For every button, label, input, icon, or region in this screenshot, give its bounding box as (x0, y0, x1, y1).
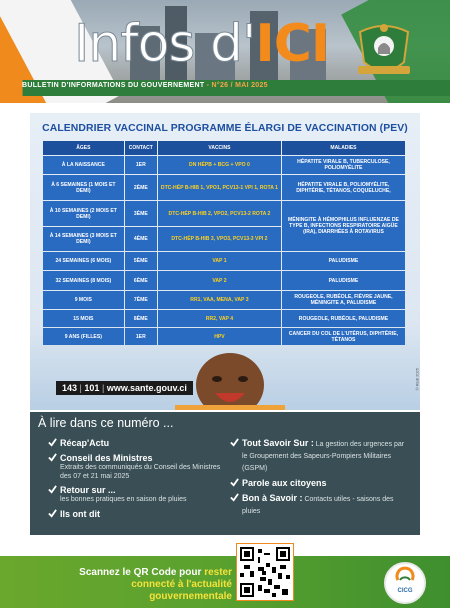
separator: | (79, 383, 82, 393)
phone-number: 101 (84, 383, 100, 393)
item-title (242, 438, 410, 474)
publication-title (74, 14, 329, 74)
list-item (48, 485, 228, 505)
coat-of-arms-icon (352, 22, 416, 80)
cell-maladies: HÉPATITE VIRALE B, POLIOMYÉLITE, DIPHTÉRIE, TÉTANOS, COQUELUCHE, (282, 175, 405, 200)
image-credit: © Rédi 2025 (414, 368, 419, 391)
cell-contact: 3ÈME (125, 201, 157, 226)
table-row (43, 310, 405, 327)
checkmark-icon (48, 438, 57, 447)
header-ages: ÂGES (43, 141, 124, 155)
table-row (43, 291, 405, 309)
cta-highlight: rester connecté à l'actualité gouvernementale (131, 567, 232, 602)
cell-age: À 6 SEMAINES (1 MOIS ET DEMI) (43, 175, 124, 200)
item-title-text: Bon à Savoir : (242, 493, 303, 503)
bulletin-subtitle (22, 82, 268, 89)
cell-maladies: CANCER DU COL DE L'UTÉRUS, DIPHTÉRIE, TÉTANOS (282, 328, 405, 345)
cell-maladies: PALUDISME (282, 252, 405, 270)
cell-age: 9 MOIS (43, 291, 124, 309)
table-row (43, 252, 405, 270)
cell-contact: 1ER (125, 156, 157, 174)
cell-vaccins: VAP 2 (158, 271, 281, 290)
cell-vaccins: RR2, VAP 4 (158, 310, 281, 327)
item-title: Conseil des Ministres (60, 453, 153, 463)
vaccination-table (42, 140, 406, 346)
list-item (48, 438, 228, 449)
cell-vaccins: DTC-HÉP B-HIB 1, VPO1, PCV13-1 VPI 1, ROTA 1 (158, 175, 281, 200)
cell-vaccins: HPV (158, 328, 281, 345)
cell-vaccins: RR1, VAA, MENA, VAP 3 (158, 291, 281, 309)
list-item (48, 509, 228, 520)
cell-contact: 1ER (125, 328, 157, 345)
cell-contact: 2ÈME (125, 175, 157, 200)
item-description: La gestion des urgences par le Groupement des Sapeurs-Pompiers Militaires (GSPM) (242, 441, 405, 472)
cell-contact: 6ÈME (125, 271, 157, 290)
checkmark-icon (48, 509, 57, 518)
item-title: Parole aux citoyens (242, 478, 327, 488)
cell-contact: 5ÈME (125, 252, 157, 270)
contents-column-left (48, 438, 228, 524)
cell-vaccins: DTC-HÉP B-HIB 3, VPO3, PCV13-3 VPI 2 (158, 227, 281, 251)
cell-age: 32 SEMAINES (8 MOIS) (43, 271, 124, 290)
checkmark-icon (230, 478, 239, 487)
qr-code-icon (240, 547, 290, 597)
cell-age: 9 ANS (FILLES) (43, 328, 124, 345)
contents-column-right (230, 438, 410, 521)
cell-maladies: ROUGEOLE, RUBÉOLE, FIÈVRE JAUNE, MÉNINGITE A, PALUDISME (282, 291, 405, 309)
separator: | (101, 383, 105, 393)
checkmark-icon (230, 493, 239, 502)
qr-call-to-action (72, 567, 232, 603)
item-title (242, 493, 410, 517)
item-description: les bonnes pratiques en saison de pluies (60, 496, 187, 503)
table-row (43, 201, 405, 226)
list-item (230, 493, 410, 517)
checkmark-icon (230, 438, 239, 447)
vaccine-calendar-poster (30, 113, 420, 410)
contents-heading: À lire dans ce numéro ... (38, 416, 174, 430)
issue-number: - N°26 / MAI 2025 (204, 82, 268, 89)
header-vaccins: VACCINS (158, 141, 281, 155)
cell-contact: 8ÈME (125, 310, 157, 327)
cell-age: 15 MOIS (43, 310, 124, 327)
publication-title-accent: ICI (255, 14, 330, 74)
cell-vaccins: DN HÉPB + BCG + VPO 0 (158, 156, 281, 174)
checkmark-icon (48, 453, 57, 462)
table-row (43, 175, 405, 200)
table-header-row (43, 141, 405, 155)
table-row (43, 271, 405, 290)
table-of-contents (30, 412, 420, 535)
qr-code[interactable] (236, 543, 294, 601)
cell-age: 24 SEMAINES (6 MOIS) (43, 252, 124, 270)
list-item (230, 478, 410, 489)
cell-age: À 14 SEMAINES (3 MOIS ET DEMI) (43, 227, 124, 251)
poster-title: CALENDRIER VACCINAL PROGRAMME ÉLARGI DE VACCINATION (PEV) (42, 123, 408, 134)
publication-title-main: Infos d' (74, 14, 256, 74)
cell-vaccins: DTC-HÉP B-HIB 2, VPO2, PCV13-2 ROTA 2 (158, 201, 281, 226)
cell-age: À 10 SEMAINES (2 MOIS ET DEMI) (43, 201, 124, 226)
list-item (48, 453, 228, 481)
cell-maladies: PALUDISME (282, 271, 405, 290)
item-title: Ils ont dit (60, 508, 100, 519)
footer-banner (0, 556, 450, 608)
health-website: www.sante.gouv.ci (106, 383, 187, 393)
checkmark-icon (48, 485, 57, 494)
item-title-text: Tout Savoir Sur : (242, 438, 314, 448)
item-title: Retour sur ... (60, 485, 116, 495)
cell-vaccins: VAP 1 (158, 252, 281, 270)
table-row (43, 156, 405, 174)
item-title: Récap'Actu (60, 438, 110, 448)
phone-number: 143 (62, 383, 78, 393)
header-contact: CONTACT (125, 141, 157, 155)
bulletin-name: BULLETIN D'INFORMATIONS DU GOUVERNEMENT (22, 82, 205, 89)
cell-contact: 4ÈME (125, 227, 157, 251)
cell-contact: 7ÈME (125, 291, 157, 309)
cell-age: À LA NAISSANCE (43, 156, 124, 174)
item-description: Contacts utiles - saisons des pluies (242, 496, 394, 515)
smiling-baby-illustration (175, 333, 285, 410)
masthead (0, 0, 450, 103)
list-item (230, 438, 410, 474)
cell-maladies: HÉPATITE VIRALE B, TUBERCULOSE, POLIOMYÉLITE (282, 156, 405, 174)
cicg-logo (384, 562, 426, 604)
cicg-logo-icon (386, 564, 424, 602)
health-contact-strip (56, 381, 193, 395)
cell-maladies: ROUGEOLE, RUBÉOLE, PALUDISME (282, 310, 405, 327)
cta-text: Scannez le QR Code pour (79, 567, 205, 578)
item-description: Extraits des communiqués du Conseil des Ministres des 07 et 21 mai 2025 (60, 464, 221, 480)
cell-maladies: MÉNINGITE À HÉMOPHILUS INFLUENZAE DE TYPE B, INFECTIONS RESPIRATOIRE AIGÜE (IRA), DIARRHÉES À ROTAVIRUS (282, 201, 405, 251)
header-maladies: MALADIES (282, 141, 405, 155)
cicg-label: CICG (397, 588, 413, 594)
